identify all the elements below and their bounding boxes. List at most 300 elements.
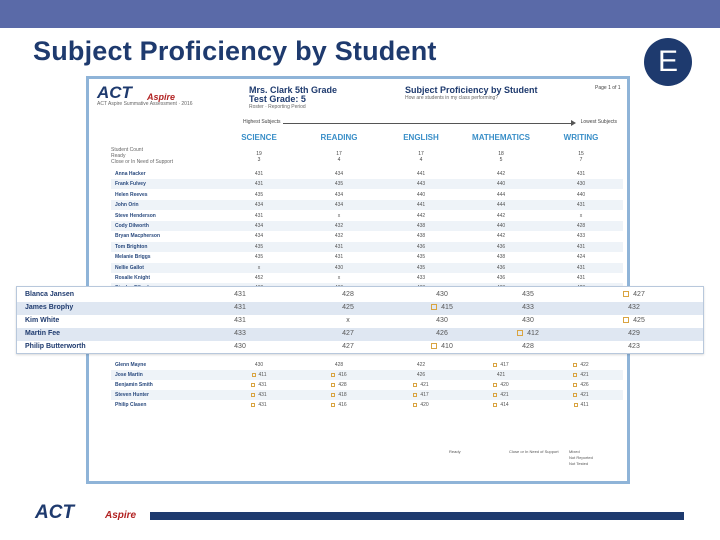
score-value: 434 <box>254 223 264 229</box>
score-value: 438 <box>416 223 426 229</box>
score-value: 427 <box>342 330 354 337</box>
highlighted-table-row[interactable] <box>17 315 703 328</box>
score-cell <box>239 265 279 271</box>
score-cell <box>561 392 601 398</box>
support-flag-icon <box>251 383 255 387</box>
score-value: 411 <box>258 372 267 378</box>
support-flag-icon <box>623 317 629 323</box>
score-cell <box>481 192 521 198</box>
report-image <box>86 76 630 484</box>
score-cell <box>561 223 601 229</box>
scale-high-label: Highest Subjects <box>243 119 281 125</box>
support-flag-icon <box>413 383 417 387</box>
support-flag-icon <box>493 403 497 407</box>
score-value: 431 <box>576 275 586 281</box>
score-value: 411 <box>580 402 589 408</box>
score-cell <box>319 192 359 198</box>
score-value: 434 <box>254 233 264 240</box>
score-cell <box>239 181 279 187</box>
score-cell <box>319 372 359 378</box>
score-cell <box>215 343 265 350</box>
score-cell <box>319 382 359 388</box>
score-cell <box>239 202 279 208</box>
score-value: 434 <box>334 171 344 177</box>
score-cell <box>319 202 359 208</box>
score-cell <box>239 223 279 229</box>
score-cell <box>503 291 553 298</box>
score-value: 430 <box>254 362 264 368</box>
report-teacher: Mrs. Clark 5th Grade <box>249 85 338 95</box>
score-value: 444 <box>496 191 506 198</box>
highlighted-rows-callout <box>16 286 704 354</box>
report-page: Page 1 of 1 <box>595 85 621 91</box>
score-value: 435 <box>522 291 534 298</box>
score-value: 432 <box>334 233 344 240</box>
table-row[interactable] <box>111 252 623 262</box>
score-value: 417 <box>420 392 429 398</box>
score-value: 431 <box>576 202 586 209</box>
score-value: 431 <box>576 243 586 250</box>
score-cell <box>481 275 521 281</box>
score-value: 431 <box>234 304 246 311</box>
score-cell <box>503 330 553 337</box>
score-value: 422 <box>580 362 589 368</box>
score-value: 426 <box>416 372 426 378</box>
table-row[interactable] <box>111 242 623 252</box>
score-cell <box>319 265 359 271</box>
score-value: 416 <box>338 372 347 378</box>
score-cell <box>481 233 521 239</box>
score-cell <box>561 254 601 260</box>
support-flag-icon <box>431 304 437 310</box>
count-value: 3 <box>257 157 261 163</box>
score-cell <box>503 304 553 311</box>
subject-header-0: SCIENCE <box>241 133 277 142</box>
score-cell <box>609 343 659 350</box>
student-name: Philip Clasen <box>115 402 147 408</box>
student-name: Glenn Mayne <box>115 362 147 368</box>
subject-header-4: WRITING <box>563 133 599 142</box>
score-cell <box>319 233 359 239</box>
highlighted-table-row[interactable] <box>17 328 703 341</box>
score-cell <box>561 213 601 219</box>
score-value: 441 <box>416 171 426 177</box>
score-cell <box>481 244 521 250</box>
report-act-logo: ACT <box>97 83 132 102</box>
student-name: Melanie Briggs <box>115 254 151 261</box>
table-row[interactable] <box>111 211 623 221</box>
student-name: Bryan Macpherson <box>115 233 161 240</box>
score-value: 436 <box>496 264 506 271</box>
support-flag-icon <box>431 343 437 349</box>
score-value: 421 <box>580 392 589 398</box>
support-flag-icon <box>573 383 577 387</box>
score-cell <box>503 317 553 324</box>
score-cell <box>561 181 601 187</box>
score-value: 431 <box>254 181 264 188</box>
score-cell <box>239 192 279 198</box>
table-row[interactable] <box>111 400 623 410</box>
score-value: x <box>257 264 261 271</box>
score-value: 440 <box>416 191 426 198</box>
score-value: 425 <box>633 317 645 324</box>
count-value: 17 <box>418 151 424 157</box>
student-name: Steven Hunter <box>115 392 149 398</box>
highlighted-table-row[interactable] <box>17 302 703 315</box>
score-cell <box>609 291 659 298</box>
score-cell <box>481 392 521 398</box>
score-cell <box>401 254 441 260</box>
support-flag-icon <box>574 403 578 407</box>
score-cell <box>417 317 467 324</box>
support-flag-icon <box>493 393 497 397</box>
score-cell <box>319 392 359 398</box>
score-cell <box>481 372 521 378</box>
table-row[interactable] <box>111 190 623 200</box>
score-value: 429 <box>628 330 640 337</box>
student-name: Blanca Jansen <box>25 291 75 298</box>
student-name: Steve Henderson <box>115 212 156 219</box>
score-value: 434 <box>254 202 264 209</box>
score-value: 434 <box>334 191 344 198</box>
scale-low-label: Lowest Subjects <box>580 119 617 125</box>
student-name: Frank Fulvey <box>115 181 146 188</box>
score-cell <box>401 244 441 250</box>
score-cell <box>561 192 601 198</box>
score-cell <box>401 171 441 177</box>
score-cell <box>319 402 359 408</box>
student-name: Rosalie Knight <box>115 275 151 281</box>
score-value: 430 <box>576 181 586 188</box>
support-flag-icon <box>252 373 256 377</box>
score-cell <box>401 181 441 187</box>
count-value: 19 <box>256 151 262 157</box>
support-flag-icon <box>413 393 417 397</box>
slide-title: Subject Proficiency by Student <box>33 36 437 66</box>
score-value: 431 <box>576 171 586 177</box>
score-value: 436 <box>496 275 506 281</box>
score-value: 430 <box>436 291 448 298</box>
score-cell <box>239 392 279 398</box>
count-label: Close or In Need of Support <box>111 159 173 165</box>
score-cell <box>401 382 441 388</box>
score-cell <box>481 362 521 368</box>
score-cell <box>561 402 601 408</box>
score-cell <box>609 304 659 311</box>
section-badge: E <box>644 38 692 86</box>
score-value: 440 <box>496 181 506 188</box>
score-value: 431 <box>576 264 586 271</box>
score-cell <box>401 202 441 208</box>
score-cell <box>319 171 359 177</box>
score-value: x <box>346 317 350 324</box>
table-row[interactable] <box>111 200 623 210</box>
score-value: 435 <box>416 264 426 271</box>
score-value: 430 <box>334 264 344 271</box>
support-flag-icon <box>573 363 577 367</box>
score-value: 432 <box>628 304 640 311</box>
table-row[interactable] <box>111 169 623 179</box>
score-value: x <box>579 212 583 219</box>
score-value: 435 <box>254 243 264 250</box>
student-name: Martin Fee <box>25 330 61 337</box>
score-cell <box>239 372 279 378</box>
score-value: 426 <box>580 382 589 388</box>
score-cell <box>239 233 279 239</box>
score-cell <box>239 171 279 177</box>
score-cell <box>239 362 279 368</box>
score-cell <box>319 181 359 187</box>
score-value: 426 <box>436 330 448 337</box>
support-flag-icon <box>517 330 523 336</box>
score-value: 417 <box>500 362 509 368</box>
report-aspire-logo: Aspire <box>147 92 176 102</box>
score-cell <box>561 171 601 177</box>
score-cell <box>417 291 467 298</box>
score-cell <box>481 382 521 388</box>
score-value: 430 <box>234 343 246 350</box>
score-cell <box>401 392 441 398</box>
score-value: 412 <box>527 330 539 337</box>
score-value: 435 <box>416 254 426 261</box>
score-cell <box>319 362 359 368</box>
score-value: 434 <box>334 202 344 209</box>
score-value: 428 <box>576 223 586 229</box>
count-label: Student Count <box>111 147 143 153</box>
score-value: 436 <box>416 243 426 250</box>
score-value: 436 <box>496 243 506 250</box>
score-value: 422 <box>416 362 426 368</box>
score-cell <box>319 275 359 281</box>
count-value: 5 <box>499 157 503 163</box>
score-value: 427 <box>633 291 645 298</box>
score-value: 414 <box>500 402 509 408</box>
score-value: 442 <box>496 171 506 177</box>
score-value: 416 <box>338 402 347 408</box>
report-grade: Test Grade: 5 <box>249 94 306 104</box>
top-band <box>0 0 720 28</box>
score-value: 452 <box>254 275 264 281</box>
score-value: 415 <box>441 304 453 311</box>
legend-ready: Ready <box>449 449 461 454</box>
table-row[interactable] <box>111 273 623 283</box>
score-value: 421 <box>580 372 589 378</box>
score-value: x <box>337 275 341 281</box>
score-value: 428 <box>338 382 347 388</box>
score-cell <box>481 402 521 408</box>
support-flag-icon <box>573 393 577 397</box>
score-value: 441 <box>416 202 426 209</box>
subject-header-3: MATHEMATICS <box>472 133 530 142</box>
score-value: 421 <box>420 382 429 388</box>
table-row[interactable] <box>111 380 623 390</box>
support-flag-icon <box>493 383 497 387</box>
score-value: 431 <box>258 382 267 388</box>
subject-scale <box>243 119 617 129</box>
score-value: 428 <box>522 343 534 350</box>
score-cell <box>401 265 441 271</box>
score-value: 433 <box>576 233 586 240</box>
score-cell <box>319 223 359 229</box>
score-cell <box>561 362 601 368</box>
table-row[interactable] <box>111 221 623 231</box>
score-value: 410 <box>441 343 453 350</box>
score-value: 435 <box>254 254 264 261</box>
score-cell <box>401 362 441 368</box>
table-row[interactable] <box>111 370 623 380</box>
student-name: Philip Butterworth <box>25 343 86 350</box>
score-value: 440 <box>496 223 506 229</box>
support-flag-icon <box>413 403 417 407</box>
student-name: Tom Brighton <box>115 243 148 250</box>
count-value: 4 <box>337 157 341 163</box>
score-cell <box>215 317 265 324</box>
count-value: 4 <box>419 157 423 163</box>
score-value: 435 <box>254 191 264 198</box>
score-cell <box>401 192 441 198</box>
score-value: 431 <box>254 171 264 177</box>
score-cell <box>561 202 601 208</box>
highlighted-table-row[interactable] <box>17 289 703 302</box>
score-cell <box>239 254 279 260</box>
count-value: 17 <box>336 151 342 157</box>
subject-header-1: READING <box>320 133 358 142</box>
score-value: 442 <box>496 212 506 219</box>
score-value: 421 <box>496 372 506 378</box>
score-cell <box>561 265 601 271</box>
report-legend <box>449 449 619 481</box>
report-date: Roster · Reporting Period <box>249 104 306 110</box>
support-flag-icon <box>251 393 255 397</box>
score-value: 443 <box>416 181 426 188</box>
student-name: Nellie Gallot <box>115 264 144 271</box>
report-meta: ACT Aspire Summative Assessment · 2016 <box>97 101 193 107</box>
support-flag-icon <box>331 373 335 377</box>
student-name: Benjamin Smith <box>115 382 153 388</box>
score-value: 433 <box>234 330 246 337</box>
score-cell <box>481 181 521 187</box>
count-value: 15 <box>578 151 584 157</box>
footer-act-logo: ACT <box>35 502 75 523</box>
score-value: 430 <box>522 317 534 324</box>
student-name: Jose Martin <box>115 372 143 378</box>
score-value: 431 <box>334 254 344 261</box>
score-value: 428 <box>342 291 354 298</box>
highlighted-table-row[interactable] <box>17 341 703 354</box>
score-value: 424 <box>576 254 586 261</box>
score-cell <box>561 275 601 281</box>
score-value: 431 <box>234 317 246 324</box>
score-cell <box>481 213 521 219</box>
report-title: Subject Proficiency by Student <box>405 85 538 95</box>
score-value: 438 <box>496 254 506 261</box>
table-row[interactable] <box>111 263 623 273</box>
score-value: 418 <box>338 392 347 398</box>
table-row[interactable] <box>111 231 623 241</box>
score-cell <box>481 265 521 271</box>
score-cell <box>323 317 373 324</box>
score-value: 432 <box>334 223 344 229</box>
subject-header-2: ENGLISH <box>403 133 439 142</box>
score-value: 420 <box>500 382 509 388</box>
score-value: 431 <box>258 402 267 408</box>
student-name: Kim White <box>25 317 60 324</box>
score-value: 421 <box>500 392 509 398</box>
score-cell <box>323 330 373 337</box>
legend-not-tested: Not Tested <box>569 461 589 466</box>
score-value: 431 <box>334 243 344 250</box>
support-flag-icon <box>331 403 335 407</box>
support-flag-icon <box>573 373 577 377</box>
score-value: 440 <box>576 191 586 198</box>
footer-aspire-logo: Aspire <box>105 510 137 521</box>
score-value: x <box>337 212 341 219</box>
score-cell <box>417 343 467 350</box>
score-cell <box>323 291 373 298</box>
score-value: 427 <box>342 343 354 350</box>
legend-close: Close or In Need of Support <box>509 449 559 454</box>
legend-not-reported: Not Reported <box>569 455 593 460</box>
count-label: Ready <box>111 153 126 159</box>
score-cell <box>239 213 279 219</box>
table-row[interactable] <box>111 390 623 400</box>
score-cell <box>215 330 265 337</box>
score-cell <box>319 213 359 219</box>
table-row[interactable] <box>111 360 623 370</box>
student-name: James Brophy <box>25 304 74 311</box>
support-flag-icon <box>251 403 255 407</box>
student-name: John Orin <box>115 202 139 209</box>
score-cell <box>239 275 279 281</box>
count-value: 7 <box>579 157 583 163</box>
footer-bar <box>150 512 684 520</box>
support-flag-icon <box>331 393 335 397</box>
score-cell <box>215 304 265 311</box>
support-flag-icon <box>623 291 629 297</box>
score-value: 425 <box>342 304 354 311</box>
score-value: 431 <box>258 392 267 398</box>
score-cell <box>417 304 467 311</box>
table-row[interactable] <box>111 179 623 189</box>
student-name: Anna Hacker <box>115 171 146 177</box>
score-value: 428 <box>334 362 344 368</box>
score-cell <box>215 291 265 298</box>
score-cell <box>401 233 441 239</box>
score-cell <box>401 275 441 281</box>
score-cell <box>319 254 359 260</box>
score-cell <box>239 402 279 408</box>
score-cell <box>609 330 659 337</box>
score-cell <box>401 213 441 219</box>
score-value: 438 <box>416 233 426 240</box>
score-cell <box>401 372 441 378</box>
score-value: 442 <box>416 212 426 219</box>
score-value: 431 <box>254 212 264 219</box>
score-cell <box>319 244 359 250</box>
student-name: Cody Dilworth <box>115 223 149 229</box>
score-cell <box>609 317 659 324</box>
score-cell <box>323 343 373 350</box>
score-cell <box>401 402 441 408</box>
score-value: 433 <box>416 275 426 281</box>
score-cell <box>561 382 601 388</box>
support-flag-icon <box>493 363 497 367</box>
score-value: 433 <box>522 304 534 311</box>
count-value: 18 <box>498 151 504 157</box>
score-value: 431 <box>234 291 246 298</box>
report-header <box>89 79 627 111</box>
score-cell <box>239 244 279 250</box>
